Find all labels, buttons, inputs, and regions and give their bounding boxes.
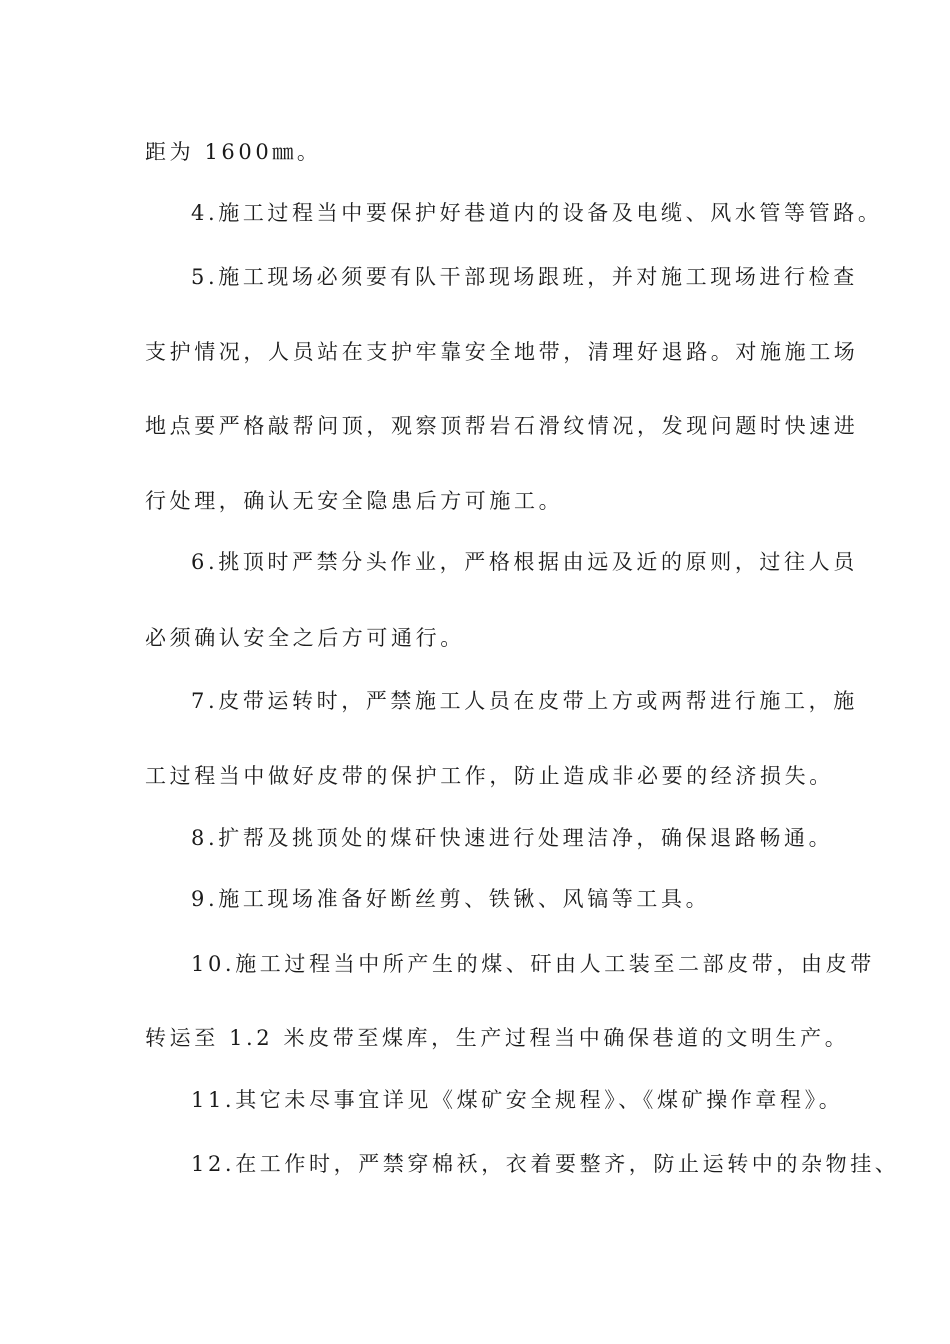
- text-line: 工过程当中做好皮带的保护工作，防止造成非必要的经济损失。: [145, 764, 834, 788]
- list-item-6: 6.挑顶时严禁分头作业，严格根据由远及近的原则，过往人员: [191, 550, 858, 574]
- list-item-5: 5.施工现场必须要有队干部现场跟班，并对施工现场进行检查: [191, 265, 858, 289]
- list-item-11: 11.其它未尽事宜详见《煤矿安全规程》、《煤矿操作章程》。: [191, 1088, 844, 1112]
- list-item-9: 9.施工现场准备好断丝剪、铁锹、风镐等工具。: [191, 887, 711, 911]
- text-line: 必须确认安全之后方可通行。: [145, 626, 465, 650]
- list-item-4: 4.施工过程当中要保护好巷道内的设备及电缆、风水管等管路。: [191, 201, 883, 225]
- list-item-8: 8.扩帮及挑顶处的煤矸快速进行处理洁净，确保退路畅通。: [191, 826, 834, 850]
- text-line: 行处理，确认无安全隐患后方可施工。: [145, 489, 564, 513]
- text-line-continuation: 距为 1600㎜。: [145, 140, 322, 164]
- text-line: 地点要严格敲帮问顶，观察顶帮岩石滑纹情况，发现问题时快速进: [145, 414, 859, 438]
- list-item-10: 10.施工过程当中所产生的煤、矸由人工装至二部皮带，由皮带: [191, 952, 875, 976]
- text-line: 支护情况，人员站在支护牢靠安全地带，清理好退路。对施施工场: [145, 340, 859, 364]
- text-line: 转运至 1.2 米皮带至煤库，生产过程当中确保巷道的文明生产。: [145, 1026, 850, 1050]
- list-item-7: 7.皮带运转时，严禁施工人员在皮带上方或两帮进行施工，施: [191, 689, 858, 713]
- list-item-12: 12.在工作时，严禁穿棉袄，衣着要整齐，防止运转中的杂物挂、: [191, 1152, 900, 1176]
